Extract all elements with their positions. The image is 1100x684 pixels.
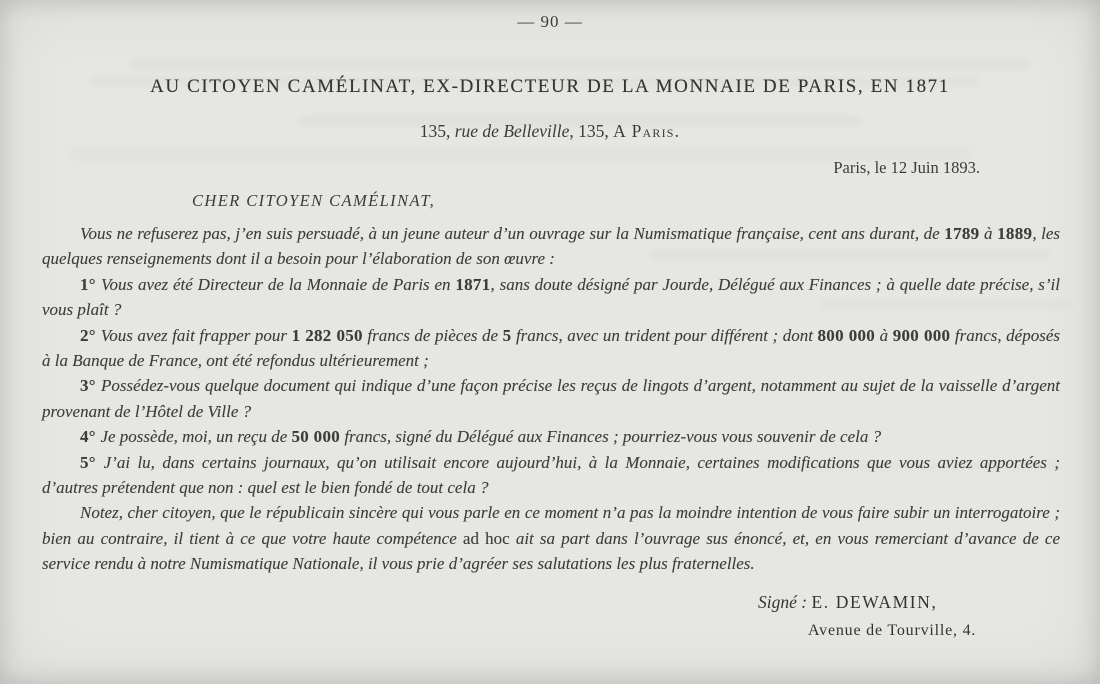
text-segment: 1889 bbox=[997, 224, 1033, 243]
text-segment: Je possède, moi, un reçu de bbox=[100, 427, 292, 447]
signature-block bbox=[758, 592, 976, 640]
text-segment: 1° bbox=[80, 274, 102, 294]
letter-body bbox=[42, 221, 1060, 577]
page-number: — 90 — bbox=[517, 12, 583, 31]
letter-address-line bbox=[0, 121, 1100, 142]
text-segment: 3° bbox=[80, 376, 102, 396]
signature-address: Avenue de Tourville, 4. bbox=[808, 622, 977, 639]
text-segment: à bbox=[875, 325, 893, 345]
text-segment: 135, bbox=[419, 121, 455, 141]
bleed-through-artifact bbox=[130, 58, 1030, 69]
letter-salutation: CHER CITOYEN CAMÉLINAT, bbox=[192, 191, 436, 210]
text-segment: 50 000 bbox=[291, 427, 341, 447]
text-segment: 900 000 bbox=[892, 325, 951, 345]
text-segment: , 135, bbox=[569, 121, 614, 141]
letter-paragraph bbox=[42, 500, 1060, 576]
text-segment: 1871 bbox=[455, 274, 491, 294]
text-segment: Possédez-vous quelque document qui indique d’une façon précise les reçus de lingots d’argent, notamment au sujet de la vaisselle d’argent provenant de l’Hôtel de Ville ? bbox=[42, 376, 1060, 421]
letter-paragraph bbox=[42, 450, 1060, 501]
letter-title: AU CITOYEN CAMÉLINAT, EX-DIRECTEUR DE LA MONNAIE DE PARIS, EN 1871 bbox=[150, 76, 950, 97]
text-segment: 2° bbox=[80, 325, 101, 345]
text-segment: Vous ne refuserez pas, j’en suis persuadé, à un jeune auteur d’un ouvrage sur la Numismatique française, cent ans durant, de bbox=[80, 224, 945, 243]
text-segment: Signé : bbox=[758, 592, 812, 612]
text-segment: francs, signé du Délégué aux Finances ; pourriez-vous vous souvenir de cela ? bbox=[340, 427, 882, 447]
text-segment: 1 282 050 bbox=[291, 325, 363, 345]
text-segment: francs, avec un trident pour différent ; dont bbox=[511, 325, 818, 345]
text-segment: ad hoc bbox=[462, 528, 510, 548]
letter-paragraph bbox=[42, 424, 1060, 449]
text-segment: , sans doute désigné par Jourde, Délégué aux Finances ; à quelle date précise, s’il vous plaît ? bbox=[42, 274, 1060, 320]
letter-paragraph bbox=[42, 221, 1060, 272]
text-segment: à bbox=[979, 224, 998, 243]
text-segment: 800 000 bbox=[817, 325, 876, 345]
text-segment: Notez, cher citoyen, que le républicain sincère qui vous parle en ce moment n’a pas la moindre intention de vous faire subir un interrogatoire ; bien au contraire, il tient à ce que votre haute compétence bbox=[42, 503, 1060, 548]
letter-paragraph bbox=[42, 373, 1060, 424]
text-segment: A Paris. bbox=[613, 121, 681, 141]
text-segment: 5° bbox=[80, 452, 104, 472]
text-segment: Vous avez fait frapper pour bbox=[100, 325, 292, 345]
text-segment: 4° bbox=[80, 427, 101, 447]
text-segment: rue de Belleville bbox=[454, 121, 570, 141]
letter-dateline: Paris, le 12 Juin 1893. bbox=[833, 158, 980, 177]
letter-paragraph bbox=[42, 323, 1060, 374]
letter-paragraph bbox=[42, 272, 1060, 323]
signature-name bbox=[758, 592, 976, 613]
text-segment: francs de pièces de bbox=[362, 325, 503, 345]
text-segment: 1789 bbox=[944, 224, 980, 243]
text-segment: J’ai lu, dans certains journaux, qu’on utilisait encore aujourd’hui, à la Monnaie, certaines modifications que vous aviez apportées ; d’autres prétendent que non : quel est le bien fondé de tout cela ? bbox=[42, 452, 1060, 498]
text-segment: , les quelques renseignements dont il a besoin pour l’élaboration de son œuvre : bbox=[42, 224, 1061, 269]
text-segment: E. DEWAMIN, bbox=[811, 592, 938, 612]
text-segment: 5 bbox=[502, 325, 512, 345]
text-segment: francs, déposés à la Banque de France, ont été refondus ultérieurement ; bbox=[42, 325, 1060, 371]
text-segment: Vous avez été Directeur de la Monnaie de Paris en bbox=[101, 274, 456, 294]
text-segment: ait sa part dans l’ouvrage sus énoncé, et, en vous remerciant d’avance de ce service rendu à notre Numismatique Nationale, il vous prie d’agréer ses salutations les plus fraternelles. bbox=[42, 528, 1061, 574]
